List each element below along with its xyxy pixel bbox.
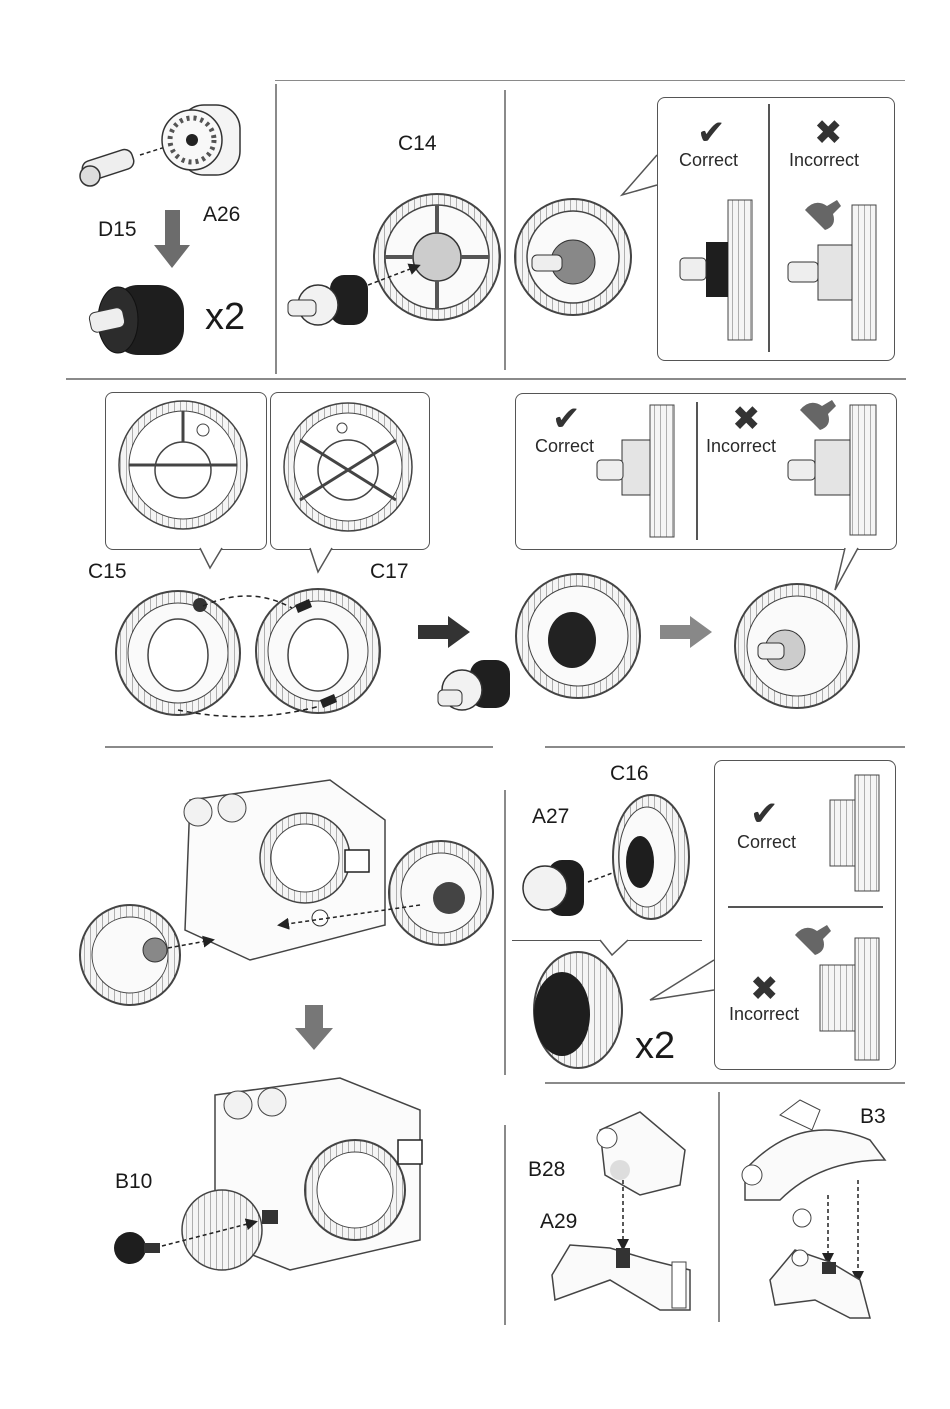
pinion-assembly	[288, 275, 368, 325]
cross-icon: ✖	[814, 113, 843, 153]
incorrect-label-step3: Incorrect	[706, 436, 777, 456]
d15-shaft	[80, 147, 136, 186]
b10-key	[114, 1232, 160, 1264]
cross-icon: ✖	[750, 969, 779, 1009]
gear-pair-step3	[516, 574, 640, 698]
a27-pinion	[523, 860, 584, 916]
correct-label-step5: Correct	[737, 832, 797, 852]
part-label-b10: B10	[115, 1170, 153, 1193]
arrow-down-icon	[295, 1005, 333, 1050]
motor-body-assembled	[182, 1078, 422, 1270]
incorrect-label-step5: Incorrect	[729, 1004, 800, 1024]
incorrect-label-step2: Incorrect	[789, 150, 860, 170]
check-icon: ✔	[697, 113, 726, 153]
pointing-hand-icon	[795, 925, 831, 955]
b28-part	[597, 1112, 685, 1195]
part-label-a26: A26	[203, 203, 241, 226]
multiplier-step5: x2	[635, 1025, 676, 1067]
c17-gear	[256, 589, 380, 713]
arrow-right-icon	[660, 616, 712, 648]
c16-gear	[613, 795, 689, 919]
correct-side-gear-1	[680, 200, 752, 340]
multiplier-step1: x2	[205, 296, 246, 338]
b3-base	[770, 1250, 870, 1318]
part-label-c14: C14	[398, 132, 437, 155]
pointing-hand-icon	[800, 400, 836, 430]
step5-art	[523, 775, 879, 1068]
c15-callout-gear	[119, 401, 247, 529]
part-label-a29: A29	[540, 1210, 578, 1233]
part-label-c17: C17	[370, 560, 409, 583]
c14-gear	[374, 194, 500, 320]
correct-label-step2: Correct	[679, 150, 739, 170]
correct-side-gear-2	[597, 405, 674, 537]
part-label-c15: C15	[88, 560, 127, 583]
left-gear-step4	[80, 905, 180, 1005]
pointing-hand-icon	[805, 200, 841, 230]
a27-c16-assembled	[534, 952, 622, 1068]
cross-icon: ✖	[732, 399, 761, 439]
a26-gear	[162, 105, 240, 175]
gear-pair-assembled-step3	[735, 584, 859, 708]
c15-gear	[116, 591, 240, 715]
step7-art	[742, 1100, 885, 1318]
part-label-b28: B28	[528, 1158, 566, 1181]
right-gear-step4	[389, 841, 493, 945]
part-label-d15: D15	[98, 218, 137, 241]
step4-art	[80, 780, 493, 1270]
step2-art	[288, 155, 876, 340]
part-label-c16: C16	[610, 762, 649, 785]
c14-assembled	[515, 199, 631, 315]
correct-side-gear-3	[830, 775, 879, 891]
a29-part	[552, 1245, 690, 1310]
c17-callout-gear	[284, 403, 412, 531]
arrow-down-icon	[154, 210, 190, 268]
check-icon: ✔	[750, 794, 779, 834]
incorrect-side-gear-2	[788, 400, 876, 535]
pinion-assembly-step3	[438, 660, 510, 710]
incorrect-side-gear-1	[788, 200, 876, 340]
correct-label-step3: Correct	[535, 436, 595, 456]
part-label-a27: A27	[532, 805, 570, 828]
incorrect-side-gear-3	[795, 925, 879, 1060]
motor-body	[184, 780, 385, 960]
part-label-b3: B3	[860, 1105, 886, 1128]
check-icon: ✔	[552, 399, 581, 439]
d15-a26-assembled	[88, 285, 184, 355]
arrow-right-icon	[418, 616, 470, 648]
